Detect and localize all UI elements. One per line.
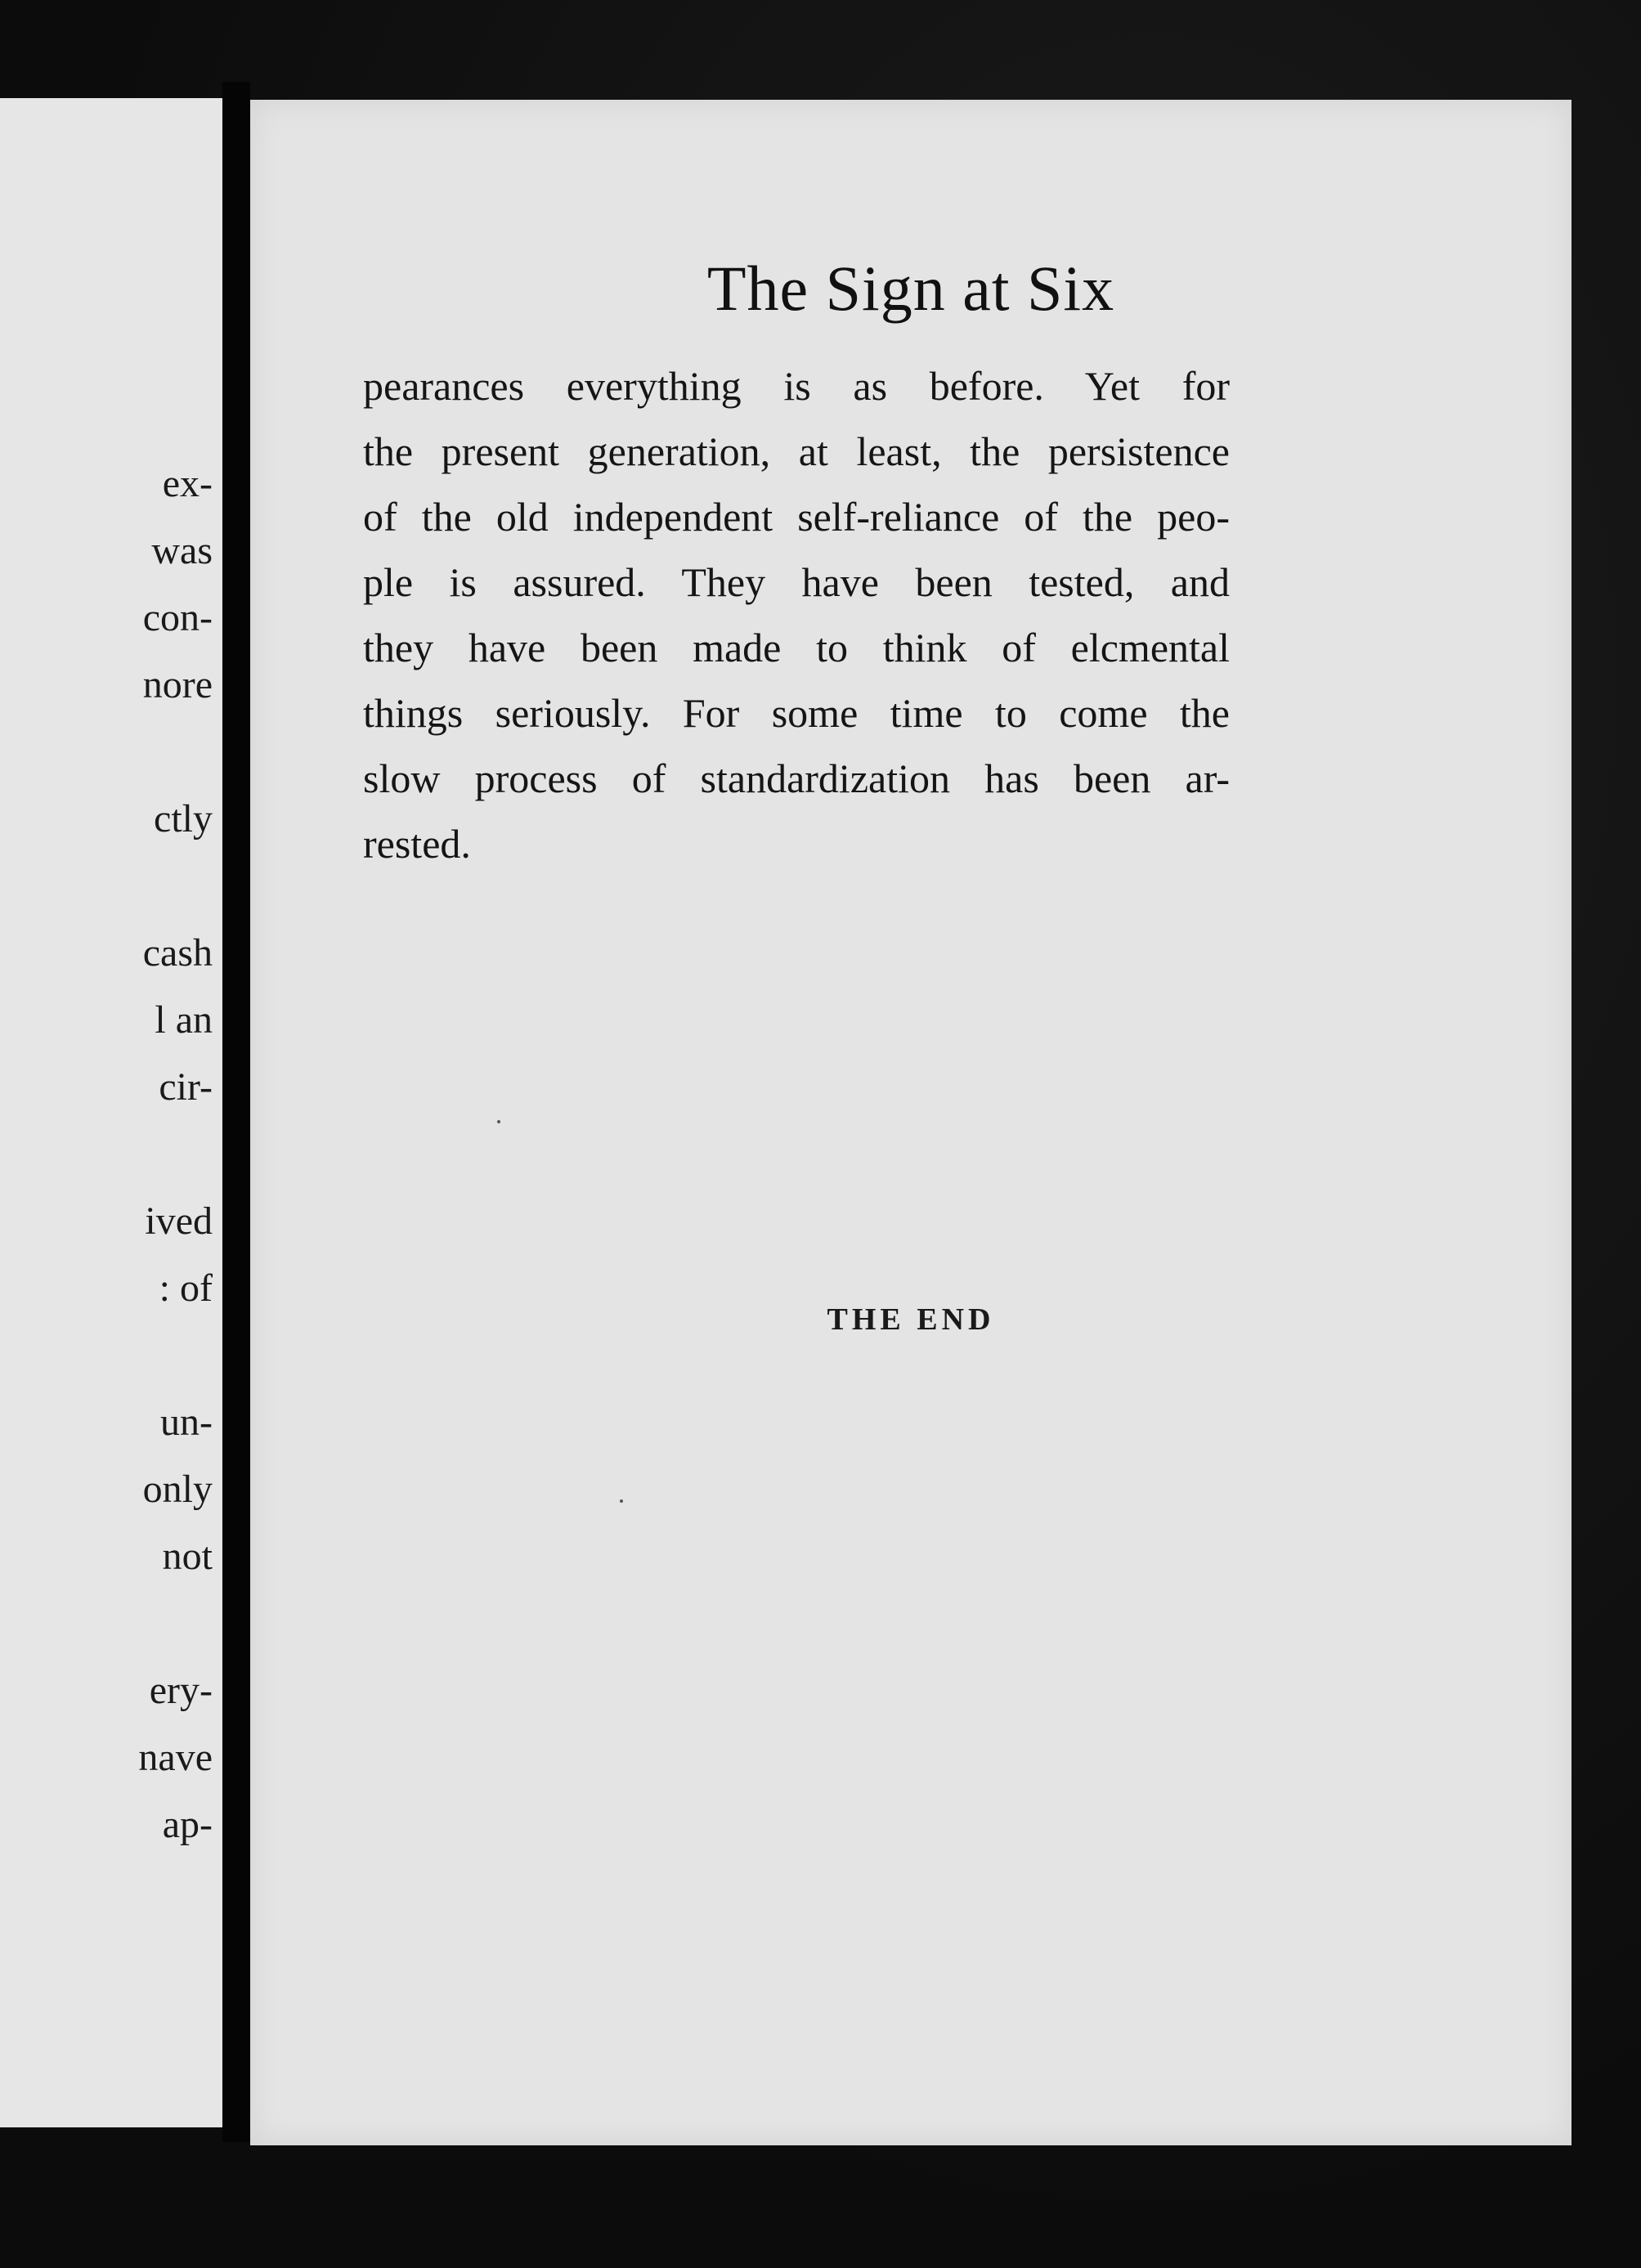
text-line: rested. xyxy=(363,821,471,867)
text-line: ple is assured. They have been tested, and xyxy=(363,559,1230,605)
book-page xyxy=(250,100,1572,2145)
facing-page-fragment: ex- xyxy=(162,462,213,505)
end-mark: THE END xyxy=(827,1302,995,1337)
facing-page-fragment: nave xyxy=(138,1736,213,1779)
text-line: slow process of standardization has been ar- xyxy=(363,755,1230,801)
facing-page-fragment: ery- xyxy=(149,1669,213,1712)
text-line: the present generation, at least, the persistence xyxy=(363,428,1230,474)
text-line: things seriously. For some time to come the xyxy=(363,690,1230,736)
paper-speck xyxy=(620,1499,623,1503)
text-line: pearances everything is as before. Yet for xyxy=(363,363,1230,409)
facing-page-fragment: not xyxy=(162,1535,213,1578)
facing-page-fragment: con- xyxy=(142,596,213,639)
facing-page-fragment: nore xyxy=(142,663,213,706)
book-gutter xyxy=(222,82,250,2142)
facing-page-fragment: only xyxy=(142,1468,213,1511)
facing-page-fragment: ap- xyxy=(162,1803,213,1846)
body-paragraph xyxy=(363,353,1230,876)
facing-page-fragment: cash xyxy=(142,931,213,975)
facing-page xyxy=(0,98,222,2127)
facing-page-fragment: ctly xyxy=(154,797,213,840)
facing-page-fragment: : of xyxy=(159,1266,213,1310)
facing-page-fragment: was xyxy=(151,529,213,572)
facing-page-fragment: ived xyxy=(145,1199,213,1243)
running-header: The Sign at Six xyxy=(706,253,1115,324)
facing-page-fragment: un- xyxy=(160,1401,213,1444)
text-line: they have been made to think of elcmental xyxy=(363,625,1230,670)
facing-page-fragment: cir- xyxy=(159,1065,213,1109)
text-line: of the old independent self-reliance of the peo- xyxy=(363,494,1230,540)
paper-speck xyxy=(497,1120,500,1123)
facing-page-fragment: l an xyxy=(155,998,213,1042)
